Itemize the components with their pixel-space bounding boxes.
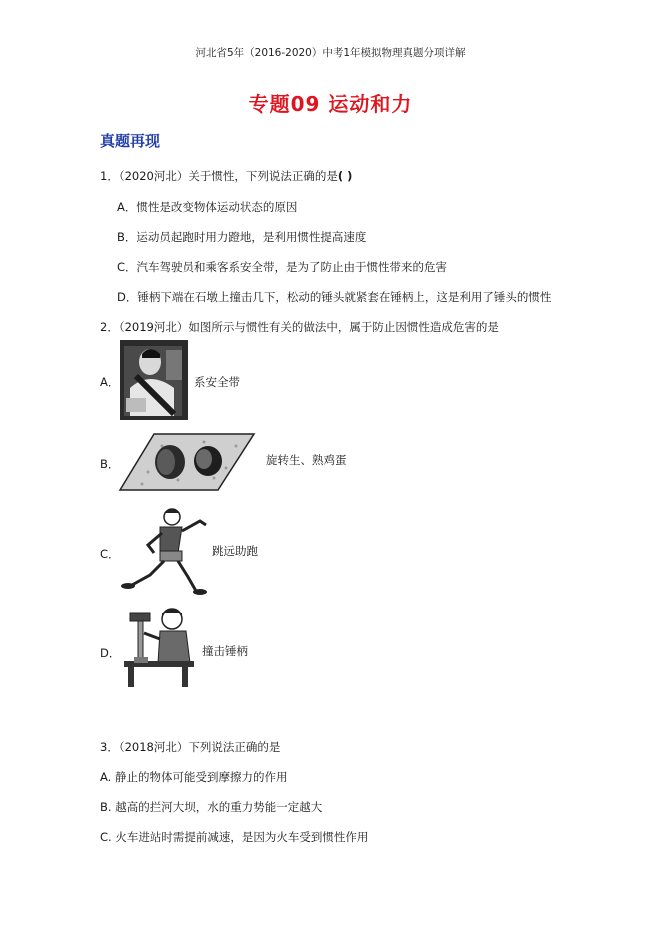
question-2-option-c-caption: 跳远助跑 [212,544,258,558]
page-header: 河北省5年（2016-2020）中考1年模拟物理真题分项详解 [195,47,466,59]
question-2-option-b-letter: B． [100,457,120,471]
hammer-drawing-icon [120,603,198,689]
question-3-option-b: B. 越高的拦河大坝，水的重力势能一定越大 [100,800,323,814]
question-3-option-a: A. 静止的物体可能受到摩擦力的作用 [100,770,288,784]
question-2-stem: 2．（2019河北）如图所示与惯性有关的做法中，属于防止因惯性造成危害的是 [100,320,499,334]
question-1-option-d: D．锤柄下端在石墩上撞击几下，松动的锤头就紧套在锤柄上，这是利用了锤头的惯性 [117,290,552,304]
question-2-option-d-caption: 撞击锤柄 [202,644,248,658]
question-1-option-a: A．惯性是改变物体运动状态的原因 [117,200,298,214]
question-1-blank: ( ) [337,169,353,183]
page-title: 专题09 运动和力 [248,92,413,116]
question-3-option-c: C. 火车进站时需提前减速，是因为火车受到惯性作用 [100,830,369,844]
question-2-option-d-letter: D． [100,646,121,660]
question-2-option-a-letter: A． [100,375,120,389]
question-1-text: 1．（2020河北）关于惯性，下列说法正确的是 [100,169,338,183]
eggs-drawing-icon [118,432,256,492]
section-heading: 真题再现 [100,132,161,150]
question-1-option-b: B．运动员起跑时用力蹬地，是利用惯性提高速度 [117,230,367,244]
question-1-stem [100,168,352,184]
question-2-option-a-caption: 系安全带 [194,375,240,389]
seatbelt-photo-icon [120,340,188,420]
question-2-option-b-caption: 旋转生、熟鸡蛋 [266,453,347,467]
question-2-option-c-letter: C． [100,547,120,561]
question-3-stem: 3．（2018河北）下列说法正确的是 [100,740,281,754]
runner-drawing-icon [120,505,212,597]
question-1-option-c: C．汽车驾驶员和乘客系安全带，是为了防止由于惯性带来的危害 [117,260,448,274]
